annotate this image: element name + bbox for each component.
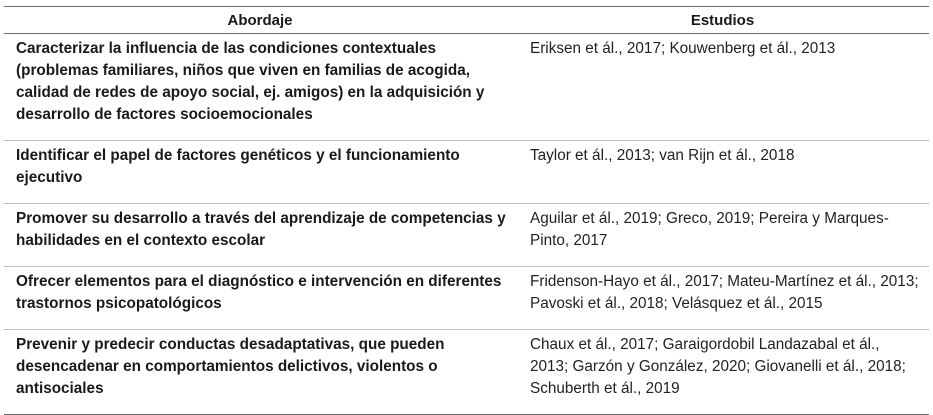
approach-cell: Prevenir y predecir conductas desadaptativas, que pueden desencadenar en comportamientos delictivos, violentos o antisociales bbox=[4, 330, 516, 415]
header-approach: Abordaje bbox=[4, 7, 516, 34]
studies-cell: Fridenson-Hayo et ál., 2017; Mateu-Martínez et ál., 2013; Pavoski et ál., 2018; Velásquez et ál., 2015 bbox=[516, 267, 929, 330]
approach-cell: Identificar el papel de factores genéticos y el funcionamiento ejecutivo bbox=[4, 141, 516, 204]
table-header bbox=[4, 7, 929, 34]
table-row bbox=[4, 34, 929, 141]
header-studies: Estudios bbox=[516, 7, 929, 34]
header-row bbox=[4, 7, 929, 34]
table-row bbox=[4, 141, 929, 204]
studies-cell: Aguilar et ál., 2019; Greco, 2019; Pereira y Marques-Pinto, 2017 bbox=[516, 204, 929, 267]
table-body bbox=[4, 34, 929, 415]
table-row bbox=[4, 330, 929, 415]
approach-cell: Ofrecer elementos para el diagnóstico e intervención en diferentes trastornos psicopatológicos bbox=[4, 267, 516, 330]
table-row bbox=[4, 204, 929, 267]
table-row bbox=[4, 267, 929, 330]
studies-cell: Eriksen et ál., 2017; Kouwenberg et ál., 2013 bbox=[516, 34, 929, 141]
studies-cell: Chaux et ál., 2017; Garaigordobil Landazabal et ál., 2013; Garzón y González, 2020; Giovanelli et ál., 2018; Schuberth et ál., 2019 bbox=[516, 330, 929, 415]
approach-cell: Promover su desarrollo a través del aprendizaje de competencias y habilidades en el contexto escolar bbox=[4, 204, 516, 267]
approach-cell: Caracterizar la influencia de las condiciones contextuales (problemas familiares, niños que viven en familias de acogida, calidad de redes de apoyo social, ej. amigos) en la adquisición y desarrollo de factores socioemocionales bbox=[4, 34, 516, 141]
approaches-studies-table bbox=[4, 6, 929, 415]
approaches-studies-table-container bbox=[4, 6, 929, 415]
studies-cell: Taylor et ál., 2013; van Rijn et ál., 2018 bbox=[516, 141, 929, 204]
